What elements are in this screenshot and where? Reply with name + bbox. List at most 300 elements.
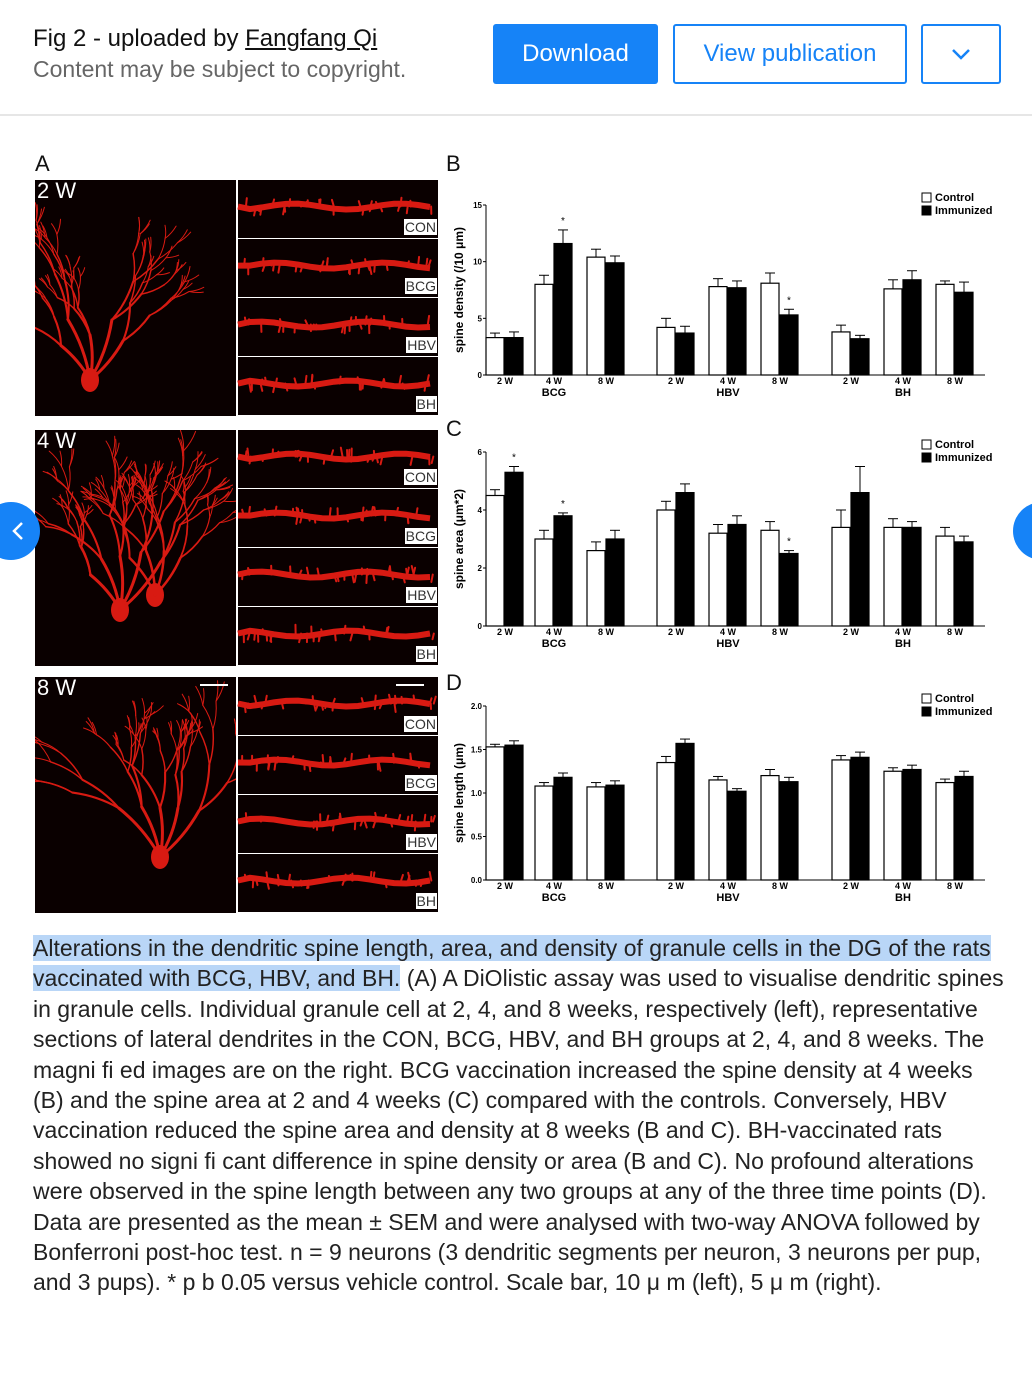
chart-panel-c [452, 439, 992, 650]
bar-control [709, 533, 727, 626]
dendrite-branch [14, 763, 37, 781]
spine [377, 457, 378, 463]
bar-immunized [554, 777, 572, 880]
bar-control [832, 760, 850, 880]
spine [312, 376, 313, 384]
dendrite-branch [33, 275, 36, 286]
dendrite-branch [30, 273, 33, 284]
spine [322, 261, 323, 265]
y-axis-label: spine area (μm*2) [452, 488, 466, 590]
spine [267, 634, 268, 641]
legend-swatch-control [922, 694, 931, 703]
spine [268, 763, 269, 769]
group-label: HBV [716, 892, 740, 904]
spine [373, 575, 374, 581]
bar-immunized [903, 770, 921, 880]
group-label: BH [416, 396, 436, 412]
dendrite-branch [27, 202, 30, 221]
spine [344, 626, 345, 634]
spine [261, 380, 262, 384]
dendrite-branch [7, 229, 23, 234]
x-tick-label: 4 W [894, 627, 912, 637]
bar-immunized [955, 776, 973, 880]
spine [426, 259, 427, 266]
spine [414, 696, 415, 704]
x-tick-label: 4 W [894, 881, 912, 891]
caption-body: (A) A DiOlistic assay was used to visualise dendritic spines in granule cells. Individual granule cell at 2, 4, and 8 weeks, respectively (left), representative sections of lateral dendrites in the CON, BCG, HBV, and BH groups at 2, 4, and 8 weeks. The magni fi ed images are on the right. BCG vaccination increased the spine density at 4 weeks (B) and the spine area at 2 and 4 weeks (C) compared with the controls. Conversely, HBV vaccination reduced the spine area and density at 8 weeks (B and C). BH-vaccinated rats showed no signi fi cant difference in spine density or area (B and C). No profound alterations were observed in the spine length between any two groups at any of the three time points (D). Data are presented as the mean ± SEM and were analysed with two-way ANOVA followed by Bonferroni post-hoc test. n = 9 neurons (3 dendritic segments per neuron, 3 neurons per pup, and 3 pups). * p b 0.05 versus vehicle control. Scale bar, 10 μ m (left), 5 μ m (right). [33, 965, 1004, 1296]
bar-control [535, 786, 553, 880]
legend-label: Control [935, 439, 975, 451]
spine [340, 377, 341, 384]
spine [245, 704, 246, 713]
dendrite-branch [19, 735, 37, 743]
spine [330, 508, 331, 515]
spine [262, 704, 263, 709]
bar-control [936, 536, 954, 626]
bar-immunized [728, 288, 746, 375]
bar-immunized [606, 263, 624, 375]
spine [298, 509, 299, 516]
y-tick-label: 2 [477, 564, 482, 573]
week-label: 4 W [37, 428, 77, 453]
spine [340, 814, 341, 822]
spine [362, 698, 363, 703]
spine [375, 696, 376, 704]
spine [418, 763, 419, 768]
spine [266, 872, 267, 880]
spine [285, 207, 286, 212]
micrograph-row [0, 180, 438, 416]
week-label: 2 W [37, 178, 77, 203]
week-label: 8 W [37, 675, 77, 700]
dendrite-branch [0, 300, 8, 312]
bar-control [884, 527, 902, 626]
spine [394, 704, 395, 712]
spine [418, 257, 419, 266]
spine [320, 763, 321, 767]
spine [363, 508, 364, 516]
bar-control [535, 284, 553, 375]
chevron-down-icon [951, 48, 971, 60]
spine [277, 452, 278, 457]
spine [355, 575, 356, 582]
spine [352, 575, 353, 583]
spine [333, 822, 334, 831]
spine [371, 872, 372, 881]
spine [278, 875, 279, 881]
spine [433, 634, 434, 640]
dendrite-branch [28, 278, 35, 285]
x-tick-label: 2 W [842, 376, 860, 386]
spine [335, 634, 336, 641]
x-tick-label: 8 W [597, 627, 615, 637]
group-label: HBV [407, 337, 436, 353]
spine [344, 758, 345, 762]
x-tick-label: 2 W [667, 881, 685, 891]
spine [330, 757, 331, 763]
spine [296, 516, 297, 524]
group-label: BCG [405, 528, 436, 544]
bar-immunized [606, 539, 624, 626]
bar-control [709, 287, 727, 375]
dendrite-branch [0, 299, 8, 313]
spine [327, 261, 328, 266]
spine [245, 318, 246, 325]
spine [407, 207, 408, 214]
y-axis-label: spine density (/10 μm) [452, 226, 466, 354]
micrograph-row [0, 677, 438, 913]
bar-control [657, 763, 675, 880]
spine [323, 755, 324, 763]
spine [425, 384, 426, 391]
y-axis-label: spine length (μm) [452, 742, 466, 844]
legend-label: Control [935, 192, 975, 204]
x-tick-label: 4 W [719, 881, 737, 891]
spine [317, 569, 318, 575]
spine [375, 704, 376, 710]
figure-image [0, 116, 1032, 931]
spine [277, 881, 278, 886]
figure-canvas [0, 116, 1032, 931]
bar-immunized [780, 782, 798, 880]
y-tick-label: 5 [477, 314, 482, 324]
spine [365, 259, 366, 265]
bar-immunized [955, 292, 973, 375]
bar-control [936, 284, 954, 375]
dendrite-branch [1, 786, 15, 798]
spine [246, 198, 247, 206]
bar-immunized [728, 791, 746, 880]
y-tick-label: 10 [473, 257, 482, 267]
spine [350, 317, 351, 324]
dendrite-branch [8, 313, 31, 327]
spine [398, 207, 399, 211]
dendrite-branch [11, 756, 28, 758]
y-tick-label: 1.0 [470, 789, 482, 798]
y-tick-label: 0.0 [470, 876, 482, 885]
spine [271, 261, 272, 266]
download-button[interactable]: Download [493, 24, 658, 84]
spine [359, 266, 360, 274]
group-label: CON [404, 219, 436, 235]
bar-control [832, 332, 850, 375]
dendrite-branch [16, 267, 22, 282]
bar-control [832, 527, 850, 626]
figure-header [0, 0, 1032, 116]
spine [406, 569, 407, 575]
bar-control [587, 257, 605, 375]
more-options-button[interactable] [921, 24, 1001, 84]
x-tick-label: 2 W [496, 376, 514, 386]
dendrite-branch [1, 761, 15, 769]
chevron-left-icon [12, 521, 24, 541]
spine [407, 817, 408, 822]
bar-control [936, 783, 954, 880]
y-tick-label: 0 [477, 371, 482, 380]
caption-highlighted: Alterations in the dendritic spine length, area, and density of granule cells in the DG of the rats vaccinated with BCG, HBV, and BH. [33, 935, 991, 992]
spine [431, 575, 432, 582]
spine [355, 822, 356, 830]
bar-control [657, 327, 675, 375]
spine [263, 629, 264, 633]
bar-immunized [554, 244, 572, 375]
spine [360, 325, 361, 329]
group-label: BH [895, 638, 911, 650]
bar-immunized [676, 493, 694, 626]
dendrite-branch [18, 303, 32, 327]
bar-control [761, 530, 779, 626]
dendrite-branch [26, 272, 33, 284]
spine [277, 757, 278, 762]
bar-immunized [851, 757, 869, 880]
group-label: BCG [541, 892, 567, 904]
x-tick-label: 8 W [946, 881, 964, 891]
spine [322, 704, 323, 710]
group-label: BCG [541, 387, 567, 399]
dendrite-branch [15, 731, 34, 739]
y-tick-label: 15 [473, 201, 482, 210]
bar-immunized [903, 280, 921, 375]
title-prefix: Fig 2 - uploaded by [33, 25, 246, 52]
y-tick-label: 0 [477, 622, 482, 631]
spine [428, 316, 429, 325]
panel-d-letter: D [446, 670, 462, 695]
x-tick-label: 8 W [946, 376, 964, 386]
spine [276, 379, 277, 384]
bar-immunized [851, 493, 869, 626]
bar-control [709, 780, 727, 880]
spine [411, 815, 412, 822]
x-tick-label: 8 W [946, 627, 964, 637]
legend-swatch-control [922, 193, 931, 202]
group-label: CON [404, 716, 436, 732]
spine [390, 566, 391, 574]
significance-star: * [787, 295, 791, 307]
bar-control [486, 338, 504, 375]
dendrite-branch [0, 774, 15, 778]
y-tick-label: 4 [477, 506, 482, 515]
bar-control [884, 771, 902, 880]
spine [410, 754, 411, 763]
bar-control [587, 551, 605, 626]
spine [305, 376, 306, 384]
spine [246, 451, 247, 456]
view-publication-button[interactable]: View publication [673, 24, 907, 84]
dendrite-branch [2, 288, 17, 303]
spine [387, 266, 388, 270]
dendrite-branch [0, 282, 2, 288]
dendrite-branch [16, 282, 18, 303]
dendrite-branch [7, 746, 14, 763]
spine [345, 325, 346, 334]
x-tick-label: 4 W [545, 376, 563, 386]
bar-immunized [606, 785, 624, 880]
x-tick-label: 4 W [545, 627, 563, 637]
spine [301, 202, 302, 206]
spine [250, 457, 251, 464]
legend-swatch-immunized [922, 206, 931, 215]
spine [289, 875, 290, 881]
x-tick-label: 4 W [545, 881, 563, 891]
spine [301, 881, 302, 886]
bar-control [761, 776, 779, 880]
spine [395, 696, 396, 704]
x-tick-label: 4 W [719, 376, 737, 386]
legend-label: Control [935, 693, 975, 705]
bar-control [761, 283, 779, 375]
significance-star: * [561, 215, 565, 227]
spine [321, 629, 322, 633]
dendrite-branch [0, 786, 15, 787]
bar-immunized [554, 516, 572, 626]
bar-control [587, 787, 605, 880]
chart-panel-b [452, 192, 992, 399]
spine [296, 266, 297, 272]
spine [367, 569, 368, 575]
dendrite-branch [6, 270, 15, 282]
x-tick-label: 8 W [771, 376, 789, 386]
spine [400, 198, 401, 207]
dendrite-branch [0, 750, 14, 763]
author-link[interactable]: Fangfang Qi [245, 25, 378, 52]
spine [384, 379, 385, 383]
dendrite-branch [0, 274, 2, 288]
spine [392, 575, 393, 580]
legend-label: Immunized [935, 452, 993, 464]
bar-immunized [728, 525, 746, 627]
group-label: CON [404, 469, 436, 485]
x-tick-label: 2 W [667, 627, 685, 637]
group-label: HBV [407, 587, 436, 603]
spine [273, 266, 274, 271]
bar-control [535, 539, 553, 626]
bar-charts [452, 192, 992, 904]
group-label: BH [895, 387, 911, 399]
bar-immunized [903, 527, 921, 626]
dendrite-branch [0, 778, 15, 784]
spine [351, 754, 352, 763]
panel-b-letter: B [446, 151, 461, 176]
bar-immunized [676, 333, 694, 375]
y-tick-label: 2.0 [470, 702, 482, 711]
spine [374, 507, 375, 515]
group-label: BCG [405, 775, 436, 791]
legend-swatch-control [922, 440, 931, 449]
spine [393, 758, 394, 762]
spine [361, 822, 362, 826]
x-tick-label: 8 W [771, 881, 789, 891]
spine [246, 813, 247, 821]
x-tick-label: 8 W [597, 881, 615, 891]
spine [309, 763, 310, 771]
spine [314, 384, 315, 389]
spine [365, 316, 366, 324]
copyright-notice: Content may be subject to copyright. [33, 56, 407, 82]
x-tick-label: 8 W [771, 627, 789, 637]
group-label: BH [416, 646, 436, 662]
chart-panel-d [452, 693, 992, 904]
x-tick-label: 2 W [667, 376, 685, 386]
bar-immunized [505, 745, 523, 880]
spine [307, 568, 308, 575]
bar-control [486, 496, 504, 627]
bar-control [657, 510, 675, 626]
spine [424, 815, 425, 822]
legend-label: Immunized [935, 706, 993, 718]
spine [265, 378, 266, 384]
spine [260, 207, 261, 215]
y-tick-label: 0.5 [470, 832, 482, 842]
bar-immunized [505, 338, 523, 375]
x-tick-label: 2 W [496, 881, 514, 891]
y-tick-label: 1.5 [470, 745, 482, 755]
x-tick-label: 4 W [894, 376, 912, 386]
spine [256, 881, 257, 885]
spine [289, 199, 290, 206]
spine [381, 384, 382, 388]
spine [254, 634, 255, 640]
panel-a-letter: A [35, 151, 50, 176]
x-tick-label: 2 W [496, 627, 514, 637]
group-label: BH [895, 892, 911, 904]
dendrite-branch [25, 204, 30, 221]
x-tick-label: 8 W [597, 376, 615, 386]
micrograph-row [17, 430, 438, 666]
dendrite-branch [16, 769, 37, 781]
spine [373, 872, 374, 880]
spine [324, 457, 325, 464]
significance-star: * [512, 452, 516, 464]
bar-immunized [955, 542, 973, 626]
spine [245, 875, 246, 881]
spine [275, 763, 276, 770]
spine [247, 449, 248, 457]
spine [416, 508, 417, 515]
spine [306, 699, 307, 703]
significance-star: * [561, 498, 565, 510]
spine [282, 704, 283, 709]
spine [278, 266, 279, 273]
group-label: BCG [541, 638, 567, 650]
group-label: BCG [405, 278, 436, 294]
spine [263, 258, 264, 265]
dendrite-branch [6, 753, 16, 769]
x-tick-label: 2 W [842, 627, 860, 637]
bar-immunized [851, 339, 869, 375]
bar-control [884, 289, 902, 375]
spine [320, 266, 321, 272]
bar-immunized [780, 315, 798, 375]
bar-immunized [780, 554, 798, 627]
significance-star: * [787, 536, 791, 548]
bar-immunized [676, 743, 694, 880]
spine [400, 376, 401, 384]
spine [249, 384, 250, 392]
group-label: HBV [407, 834, 436, 850]
group-label: BH [416, 893, 436, 909]
spine [415, 822, 416, 831]
x-tick-label: 2 W [842, 881, 860, 891]
spine [244, 259, 245, 266]
spine [330, 822, 331, 826]
spine [327, 816, 328, 822]
panel-a-micrographs [0, 180, 438, 913]
panel-c-letter: C [446, 416, 462, 441]
spine [295, 378, 296, 383]
group-label: HBV [716, 387, 740, 399]
bar-immunized [505, 472, 523, 626]
spine [408, 516, 409, 524]
